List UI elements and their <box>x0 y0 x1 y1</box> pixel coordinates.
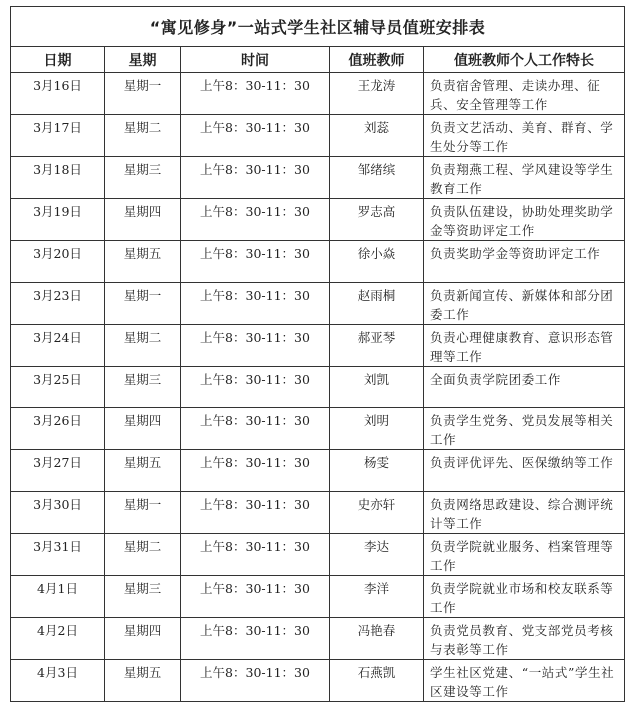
table-row <box>11 491 625 533</box>
teacher-cell: 邹绪缤 <box>330 157 424 199</box>
table-row <box>11 366 625 408</box>
teacher-cell: 郝亚琴 <box>330 324 424 366</box>
teacher-cell: 罗志高 <box>330 199 424 241</box>
weekday-cell: 星期四 <box>105 199 181 241</box>
duty-cell: 负责党员教育、党支部党员考核与表彰等工作 <box>424 617 625 659</box>
time-cell: 上午8：30-11：30 <box>181 617 330 659</box>
duty-schedule-table <box>10 6 625 702</box>
header-teacher: 值班教师 <box>330 47 424 73</box>
date-cell: 3月26日 <box>11 408 105 450</box>
date-cell: 4月3日 <box>11 659 105 701</box>
date-cell: 3月30日 <box>11 491 105 533</box>
weekday-cell: 星期一 <box>105 491 181 533</box>
weekday-cell: 星期三 <box>105 575 181 617</box>
duty-cell: 学生社区党建、“一站式”学生社区建设等工作 <box>424 659 625 701</box>
date-cell: 4月2日 <box>11 617 105 659</box>
duty-cell: 负责新闻宣传、新媒体和部分团委工作 <box>424 282 625 324</box>
table-body <box>11 73 625 702</box>
time-cell: 上午8：30-11：30 <box>181 241 330 283</box>
time-cell: 上午8：30-11：30 <box>181 157 330 199</box>
weekday-cell: 星期二 <box>105 533 181 575</box>
time-cell: 上午8：30-11：30 <box>181 199 330 241</box>
teacher-cell: 李达 <box>330 533 424 575</box>
time-cell: 上午8：30-11：30 <box>181 366 330 408</box>
table-title: “寓见修身”一站式学生社区辅导员值班安排表 <box>11 7 625 47</box>
date-cell: 3月25日 <box>11 366 105 408</box>
duty-cell: 负责队伍建设，协助处理奖助学金等资助评定工作 <box>424 199 625 241</box>
time-cell: 上午8：30-11：30 <box>181 282 330 324</box>
table-row <box>11 324 625 366</box>
weekday-cell: 星期五 <box>105 241 181 283</box>
time-cell: 上午8：30-11：30 <box>181 324 330 366</box>
duty-cell: 负责网络思政建设、综合测评统计等工作 <box>424 491 625 533</box>
duty-cell: 负责学生党务、党员发展等相关工作 <box>424 408 625 450</box>
weekday-cell: 星期三 <box>105 157 181 199</box>
date-cell: 4月1日 <box>11 575 105 617</box>
table-row <box>11 157 625 199</box>
date-cell: 3月19日 <box>11 199 105 241</box>
duty-cell: 负责翔燕工程、学风建设等学生教育工作 <box>424 157 625 199</box>
header-row <box>11 47 625 73</box>
time-cell: 上午8：30-11：30 <box>181 450 330 492</box>
table-row <box>11 282 625 324</box>
teacher-cell: 史亦轩 <box>330 491 424 533</box>
teacher-cell: 刘蕊 <box>330 115 424 157</box>
teacher-cell: 杨雯 <box>330 450 424 492</box>
weekday-cell: 星期五 <box>105 450 181 492</box>
teacher-cell: 冯艳春 <box>330 617 424 659</box>
date-cell: 3月18日 <box>11 157 105 199</box>
weekday-cell: 星期四 <box>105 408 181 450</box>
date-cell: 3月23日 <box>11 282 105 324</box>
date-cell: 3月27日 <box>11 450 105 492</box>
weekday-cell: 星期一 <box>105 282 181 324</box>
teacher-cell: 赵雨桐 <box>330 282 424 324</box>
table-row <box>11 115 625 157</box>
weekday-cell: 星期一 <box>105 73 181 115</box>
table-row <box>11 617 625 659</box>
duty-cell: 负责文艺活动、美育、群育、学生处分等工作 <box>424 115 625 157</box>
table-row <box>11 73 625 115</box>
weekday-cell: 星期三 <box>105 366 181 408</box>
teacher-cell: 王龙涛 <box>330 73 424 115</box>
table-row <box>11 659 625 701</box>
teacher-cell: 刘凯 <box>330 366 424 408</box>
weekday-cell: 星期二 <box>105 324 181 366</box>
time-cell: 上午8：30-11：30 <box>181 115 330 157</box>
weekday-cell: 星期五 <box>105 659 181 701</box>
teacher-cell: 李洋 <box>330 575 424 617</box>
table-row <box>11 199 625 241</box>
time-cell: 上午8：30-11：30 <box>181 575 330 617</box>
weekday-cell: 星期四 <box>105 617 181 659</box>
date-cell: 3月16日 <box>11 73 105 115</box>
teacher-cell: 刘明 <box>330 408 424 450</box>
date-cell: 3月24日 <box>11 324 105 366</box>
duty-cell: 负责心理健康教育、意识形态管理等工作 <box>424 324 625 366</box>
table-row <box>11 575 625 617</box>
duty-cell: 全面负责学院团委工作 <box>424 366 625 408</box>
date-cell: 3月31日 <box>11 533 105 575</box>
time-cell: 上午8：30-11：30 <box>181 73 330 115</box>
date-cell: 3月17日 <box>11 115 105 157</box>
table-row <box>11 408 625 450</box>
header-time: 时间 <box>181 47 330 73</box>
header-date: 日期 <box>11 47 105 73</box>
table-row <box>11 533 625 575</box>
table-row <box>11 241 625 283</box>
duty-cell: 负责学院就业市场和校友联系等工作 <box>424 575 625 617</box>
duty-cell: 负责宿舍管理、走读办理、征兵、安全管理等工作 <box>424 73 625 115</box>
header-day: 星期 <box>105 47 181 73</box>
teacher-cell: 石燕凯 <box>330 659 424 701</box>
time-cell: 上午8：30-11：30 <box>181 408 330 450</box>
time-cell: 上午8：30-11：30 <box>181 533 330 575</box>
date-cell: 3月20日 <box>11 241 105 283</box>
duty-cell: 负责奖助学金等资助评定工作 <box>424 241 625 283</box>
duty-cell: 负责学院就业服务、档案管理等工作 <box>424 533 625 575</box>
time-cell: 上午8：30-11：30 <box>181 659 330 701</box>
header-duty: 值班教师个人工作特长 <box>424 47 625 73</box>
table-row <box>11 450 625 492</box>
time-cell: 上午8：30-11：30 <box>181 491 330 533</box>
teacher-cell: 徐小焱 <box>330 241 424 283</box>
duty-cell: 负责评优评先、医保缴纳等工作 <box>424 450 625 492</box>
weekday-cell: 星期二 <box>105 115 181 157</box>
